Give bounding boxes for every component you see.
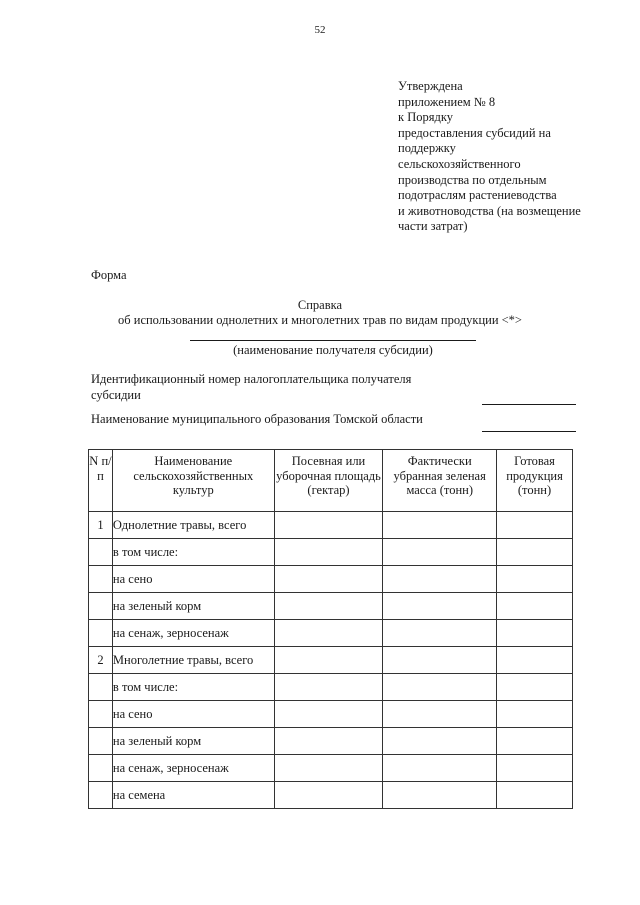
- approval-line: поддержку: [398, 141, 456, 156]
- table-row: [89, 512, 573, 539]
- header-num: N п/п: [89, 450, 113, 512]
- green-mass-cell[interactable]: [383, 539, 497, 566]
- green-mass-cell[interactable]: [383, 620, 497, 647]
- area-cell[interactable]: [274, 539, 383, 566]
- area-cell[interactable]: [274, 620, 383, 647]
- green-mass-cell[interactable]: [383, 782, 497, 809]
- product-cell[interactable]: [497, 566, 573, 593]
- row-num: [89, 593, 113, 620]
- municipality-label: Наименование муниципального образования Томской области: [91, 412, 423, 426]
- row-crop-name: Однолетние травы, всего: [112, 512, 274, 539]
- approval-line: производства по отдельным: [398, 172, 547, 187]
- row-num: [89, 701, 113, 728]
- document-title: Справка: [297, 298, 343, 312]
- approval-line: приложением № 8: [398, 94, 496, 109]
- area-cell[interactable]: [274, 728, 383, 755]
- row-num: [89, 782, 113, 809]
- table-row: [89, 566, 573, 593]
- product-cell[interactable]: [497, 782, 573, 809]
- approval-line: подотраслям растениеводства: [398, 188, 557, 203]
- table-row: [89, 647, 573, 674]
- product-cell[interactable]: [497, 728, 573, 755]
- approval-line: предоставления субсидий на: [398, 125, 551, 140]
- page-number: 52: [314, 24, 326, 36]
- row-crop-name: на зеленый корм: [112, 593, 274, 620]
- inn-label: Идентификационный номер налогоплательщика получателя субсидии: [91, 372, 412, 402]
- row-num: 2: [89, 647, 113, 674]
- product-cell[interactable]: [497, 701, 573, 728]
- row-crop-name: на сенаж, зерносенаж: [112, 620, 274, 647]
- row-crop-name: в том числе:: [112, 674, 274, 701]
- area-cell[interactable]: [274, 674, 383, 701]
- row-crop-name: Многолетние травы, всего: [112, 647, 274, 674]
- area-cell[interactable]: [274, 782, 383, 809]
- product-cell[interactable]: [497, 539, 573, 566]
- green-mass-cell[interactable]: [383, 755, 497, 782]
- header-area: Посевная или уборочная площадь (гектар): [274, 450, 383, 512]
- approval-line: сельскохозяйственного: [398, 156, 521, 171]
- green-mass-cell[interactable]: [383, 674, 497, 701]
- table-row: [89, 620, 573, 647]
- green-mass-cell[interactable]: [383, 728, 497, 755]
- product-cell[interactable]: [497, 647, 573, 674]
- table-row: [89, 539, 573, 566]
- table-row: [89, 701, 573, 728]
- row-crop-name: на семена: [112, 782, 274, 809]
- row-crop-name: на зеленый корм: [112, 728, 274, 755]
- report-table: [88, 449, 573, 809]
- row-num: 1: [89, 512, 113, 539]
- product-cell[interactable]: [497, 620, 573, 647]
- header-crop-name: Наименование сельскохозяйственных культур: [112, 450, 274, 512]
- area-cell[interactable]: [274, 512, 383, 539]
- area-cell[interactable]: [274, 566, 383, 593]
- document-subtitle: об использовании однолетних и многолетних трав по видам продукции <*>: [118, 313, 522, 327]
- row-num: [89, 620, 113, 647]
- green-mass-cell[interactable]: [383, 701, 497, 728]
- approval-line: части затрат): [398, 219, 468, 234]
- area-cell[interactable]: [274, 701, 383, 728]
- recipient-name-caption: (наименование получателя субсидии): [233, 343, 433, 357]
- green-mass-cell[interactable]: [383, 566, 497, 593]
- product-cell[interactable]: [497, 593, 573, 620]
- row-num: [89, 566, 113, 593]
- approval-block: [398, 79, 628, 235]
- row-crop-name: в том числе:: [112, 539, 274, 566]
- row-num: [89, 728, 113, 755]
- approval-line: и животноводства (на возмещение: [398, 203, 581, 218]
- product-cell[interactable]: [497, 674, 573, 701]
- approval-line: Утверждена: [398, 79, 463, 93]
- green-mass-cell[interactable]: [383, 647, 497, 674]
- header-green-mass: Фактически убранная зеленая масса (тонн): [383, 450, 497, 512]
- row-num: [89, 674, 113, 701]
- area-cell[interactable]: [274, 593, 383, 620]
- row-num: [89, 755, 113, 782]
- row-num: [89, 539, 113, 566]
- table-row: [89, 728, 573, 755]
- green-mass-cell[interactable]: [383, 512, 497, 539]
- table-row: [89, 782, 573, 809]
- municipality-field[interactable]: [482, 431, 576, 432]
- row-crop-name: на сено: [112, 701, 274, 728]
- area-cell[interactable]: [274, 647, 383, 674]
- row-crop-name: на сенаж, зерносенаж: [112, 755, 274, 782]
- row-crop-name: на сено: [112, 566, 274, 593]
- inn-field[interactable]: [482, 404, 576, 405]
- form-label: Форма: [91, 268, 127, 282]
- table-row: [89, 674, 573, 701]
- approval-line: к Порядку: [398, 110, 453, 125]
- table-row: [89, 593, 573, 620]
- green-mass-cell[interactable]: [383, 593, 497, 620]
- table-row: [89, 755, 573, 782]
- area-cell[interactable]: [274, 755, 383, 782]
- product-cell[interactable]: [497, 512, 573, 539]
- table-header-row: [89, 450, 573, 512]
- recipient-name-field[interactable]: [190, 340, 476, 341]
- header-product: Готовая продукция (тонн): [497, 450, 573, 512]
- product-cell[interactable]: [497, 755, 573, 782]
